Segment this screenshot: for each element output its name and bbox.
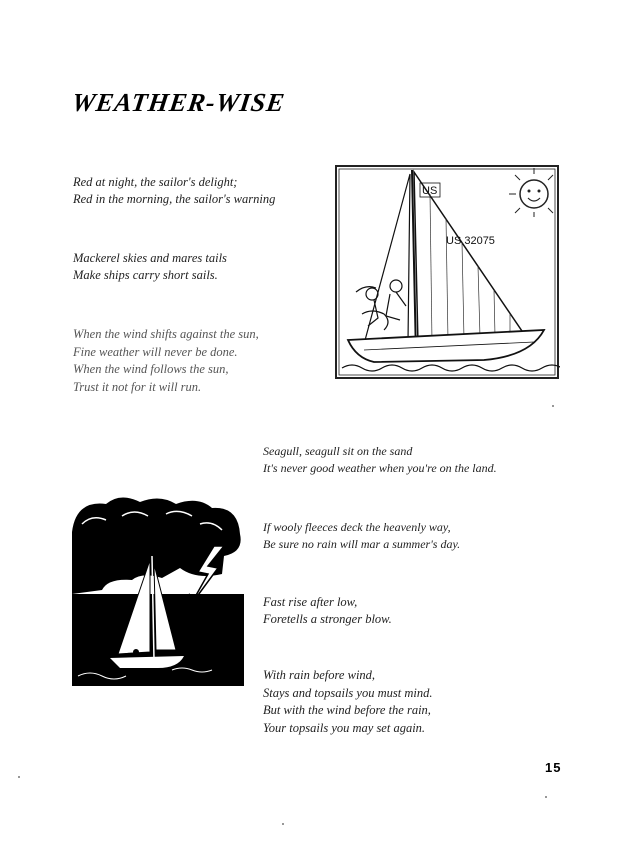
scan-speck [552, 405, 554, 407]
verse-1 [73, 174, 275, 208]
sailboat-illustration [334, 164, 560, 380]
scan-speck [545, 796, 547, 798]
verse-line: Your topsails you may set again. [263, 720, 426, 735]
verse-line: Red in the morning, the sailor's warning [73, 192, 276, 206]
verse-5 [263, 519, 460, 553]
sail-insignia: US [422, 185, 438, 197]
verse-line: When the wind follows the sun, [73, 362, 229, 376]
verse-line: Fine weather will never be done. [73, 344, 238, 359]
sail-number: US 32075 [446, 235, 495, 247]
verse-line: It's never good weather when you're on the land. [263, 461, 497, 475]
verse-3 [73, 326, 259, 396]
scan-speck [282, 823, 284, 825]
verse-7 [263, 667, 432, 737]
verse-line: Trust it not for it will run. [73, 379, 202, 394]
verse-line: When the wind shifts against the sun, [73, 327, 259, 341]
verse-line: Foretells a stronger blow. [263, 612, 392, 626]
verse-line: Fast rise after low, [263, 595, 358, 609]
verse-6 [263, 594, 392, 628]
verse-line: But with the wind before the rain, [263, 703, 431, 717]
verse-2 [73, 250, 227, 284]
verse-4 [263, 443, 497, 477]
verse-line: Stays and topsails you must mind. [263, 685, 433, 700]
verse-line: If wooly fleeces deck the heavenly way, [263, 520, 451, 534]
verse-line: Mackerel skies and mares tails [73, 251, 227, 265]
verse-line: Red at night, the sailor's delight; [73, 175, 238, 189]
page-title: WEATHER-WISE [70, 88, 287, 117]
verse-line: Seagull, seagull sit on the sand [263, 444, 413, 458]
scan-speck [18, 776, 20, 778]
verse-line: Make ships carry short sails. [73, 268, 218, 282]
storm-sailboat-illustration [72, 494, 244, 686]
verse-line: With rain before wind, [263, 668, 376, 682]
page-number: 15 [545, 760, 562, 775]
verse-line: Be sure no rain will mar a summer's day. [263, 537, 461, 551]
